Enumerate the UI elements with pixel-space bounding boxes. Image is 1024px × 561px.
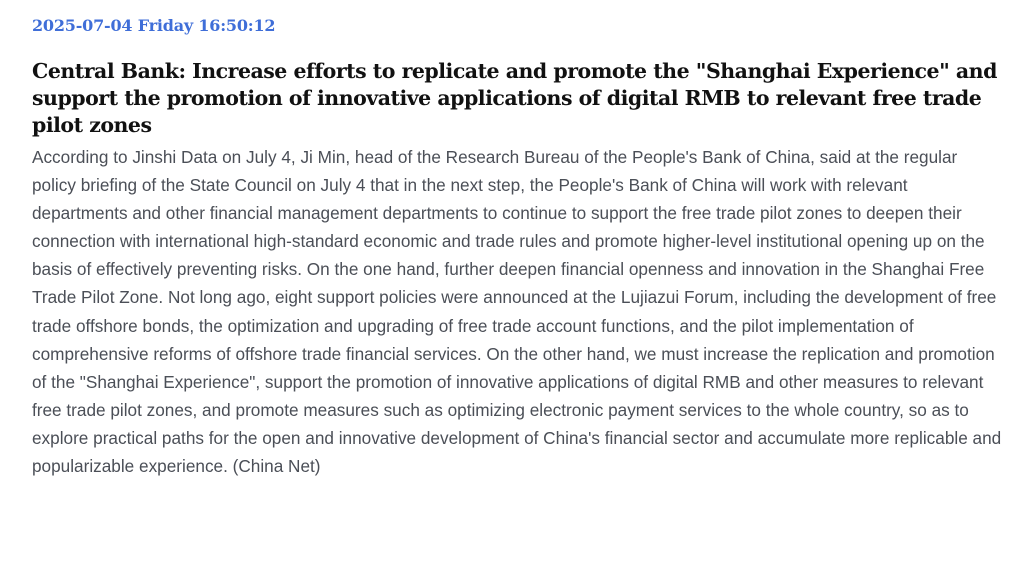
article-body: According to Jinshi Data on July 4, Ji Min, head of the Research Bureau of the People's Bank of China, said at the regular policy briefing of the State Council on July 4 that in the next step, the People's Bank of China will work with relevant departments and other financial management departments to continue to support the free trade pilot zones to deepen their connection with international high-standard economic and trade rules and promote higher-level institutional opening up on the basis of effectively preventing risks. On the one hand, further deepen financial openness and innovation in the Shanghai Free Trade Pilot Zone. Not long ago, eight support policies were announced at the Lujiazui Forum, including the development of free trade offshore bonds, the optimization and upgrading of free trade account functions, and the pilot implementation of comprehensive reforms of offshore trade financial services. On the other hand, we must increase the replication and promotion of the "Shanghai Experience", support the promotion of innovative applications of digital RMB and other measures to relevant free trade pilot zones, and promote measures such as optimizing electronic payment services to the whole country, so as to explore practical paths for the open and innovative development of China's financial sector and accumulate more replicable and popularizable experience. (China Net)	[32, 147, 1002, 477]
news-article	[32, 14, 1004, 480]
article-title: Central Bank: Increase efforts to replicate and promote the "Shanghai Experience" and support the promotion of innovative applications of digital RMB to relevant free trade pilot zones	[32, 59, 997, 137]
article-timestamp: 2025-07-04 Friday 16:50:12	[32, 16, 276, 35]
